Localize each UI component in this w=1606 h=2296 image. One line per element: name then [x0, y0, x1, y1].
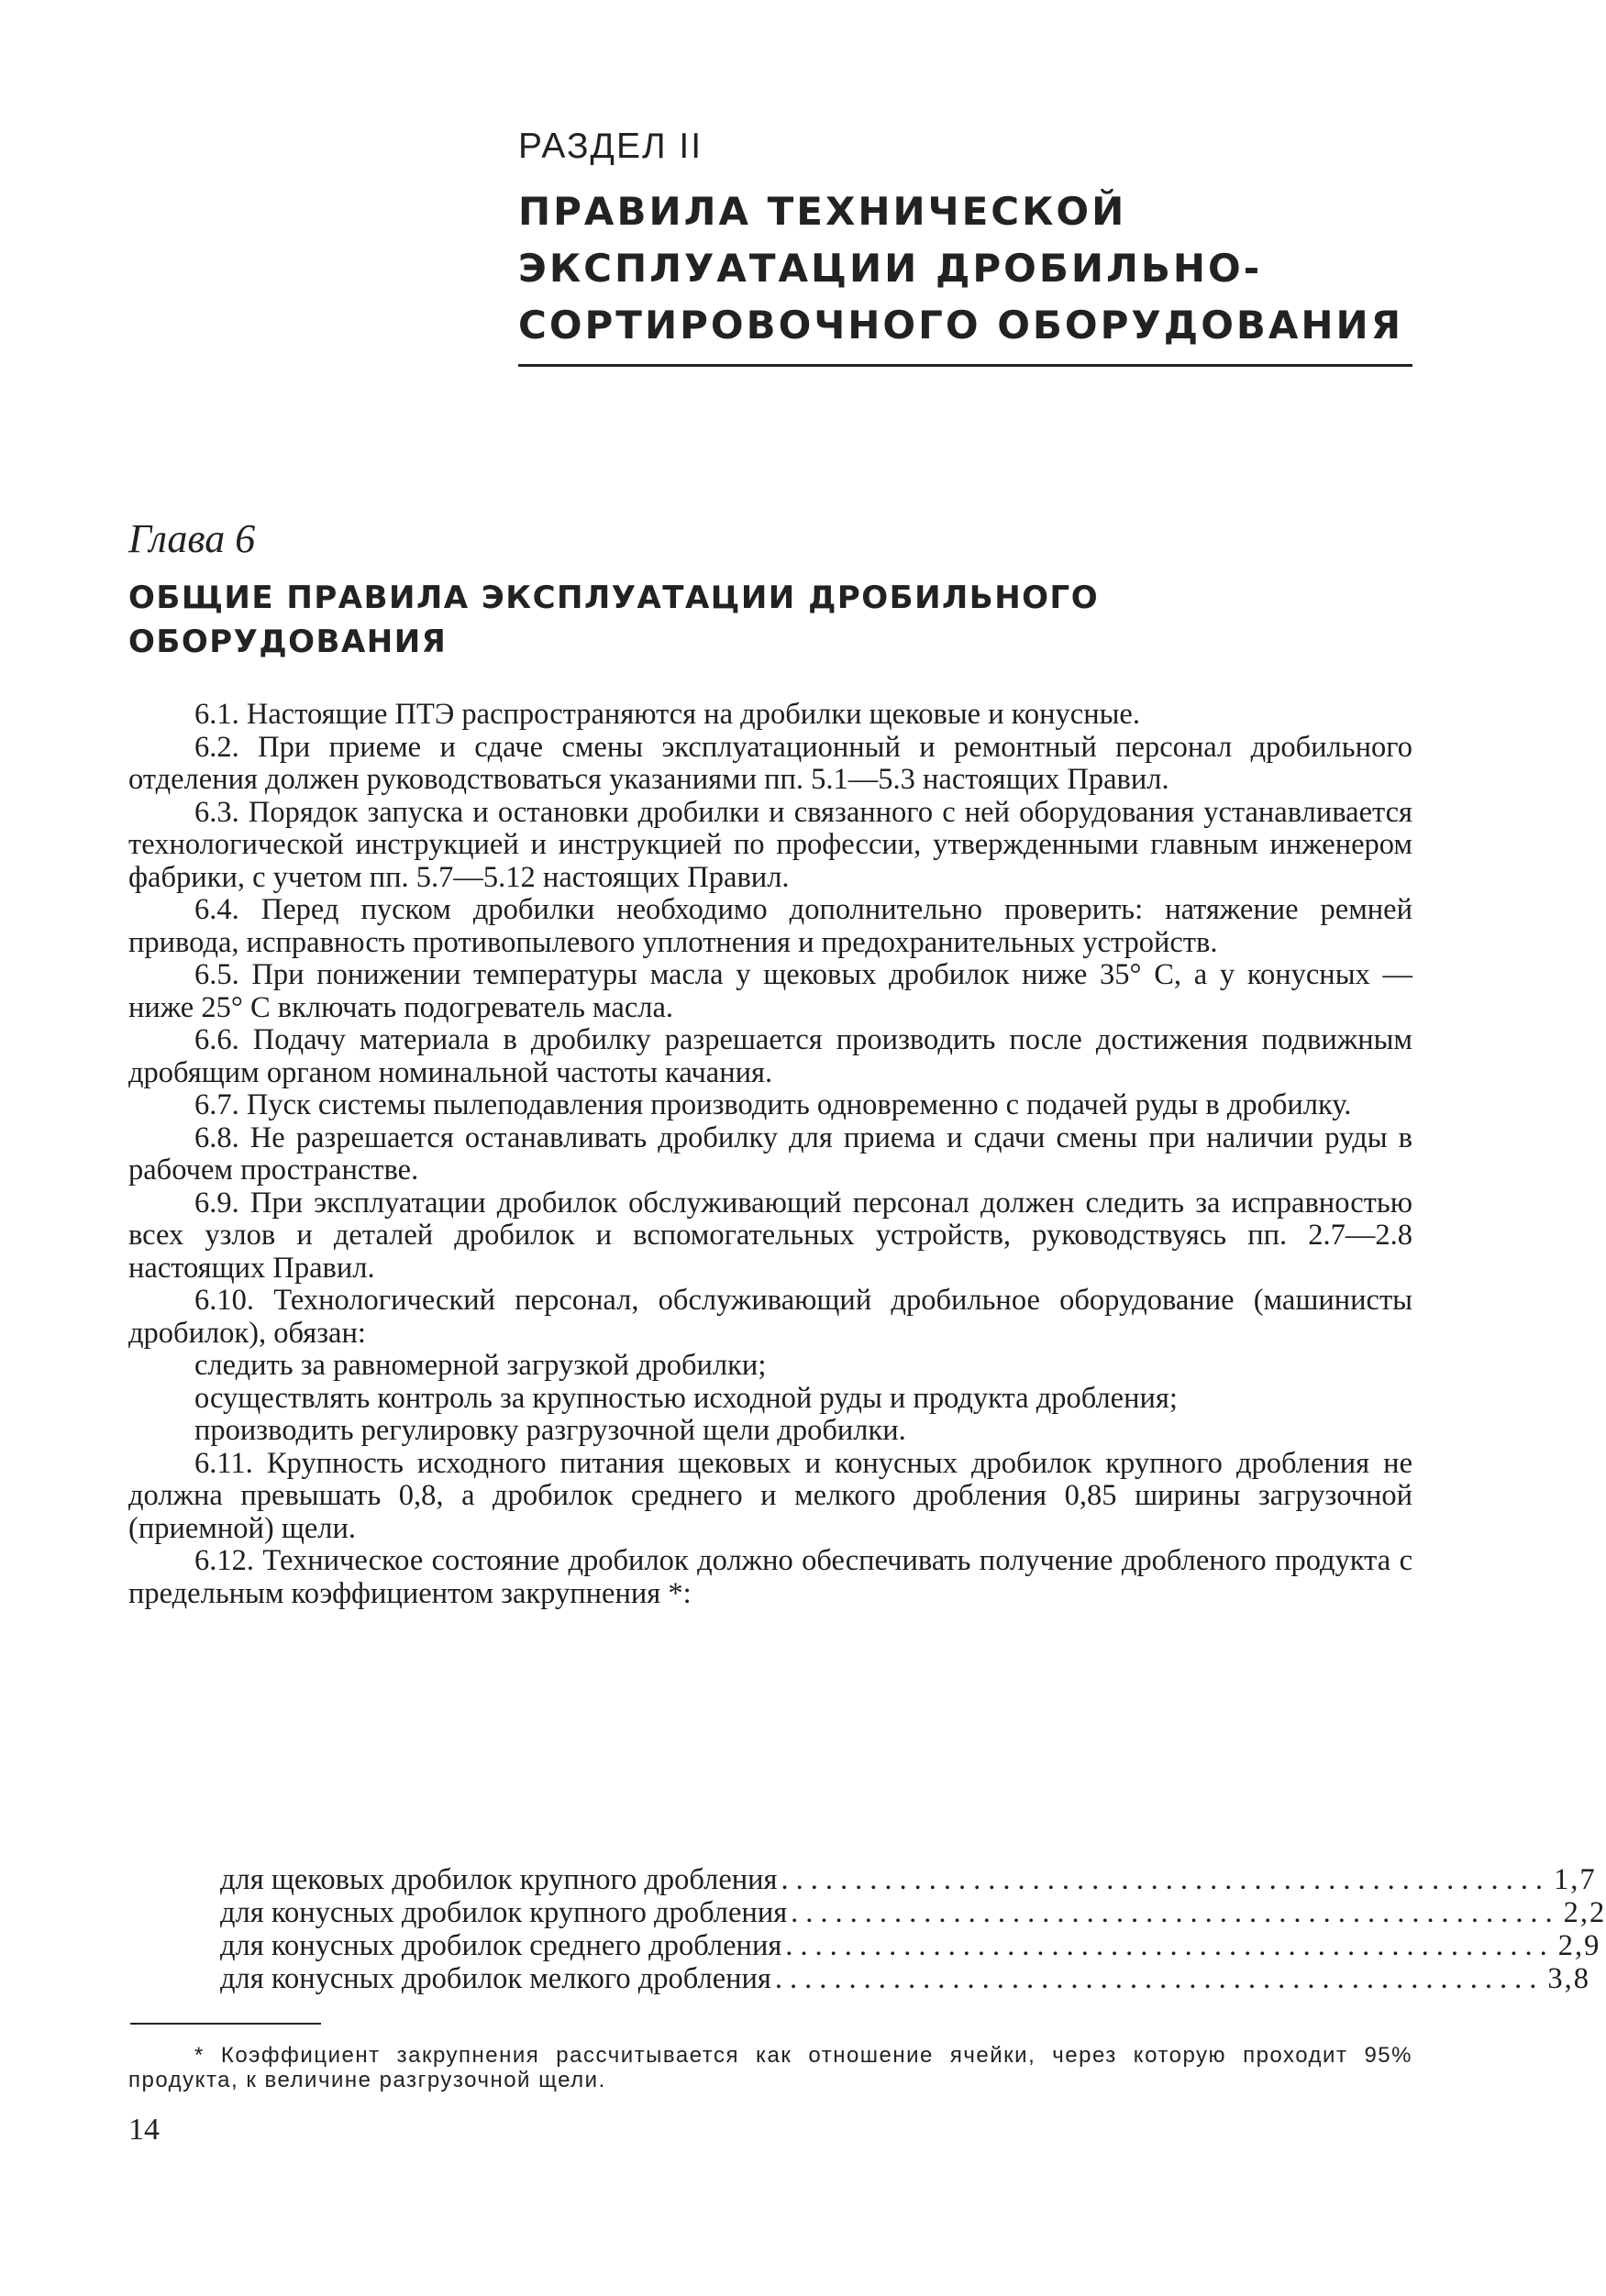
dot-leader: ....................................................	[791, 1896, 1560, 1929]
paragraph-6-5: 6.5. При понижении температуры масла у щековых дробилок ниже 35° С, а у конусных — ниже 25° С включать подогреватель масла.	[128, 958, 1412, 1024]
chapter-title	[128, 576, 1412, 664]
section-title-line: СОРТИРОВОЧНОГО ОБОРУДОВАНИЯ	[518, 303, 1404, 348]
body-text	[128, 699, 1412, 1610]
coefficient-row	[220, 1929, 1601, 1962]
paragraph-6-2: 6.2. При приеме и сдаче смены эксплуатационный и ремонтный персонал дробильного отделения должен руководствоваться указаниями пп. 5.1—5.3 настоящих Правил.	[128, 730, 1412, 796]
coefficient-value: 2,2	[1563, 1896, 1606, 1929]
section-title-divider	[518, 364, 1412, 367]
coefficient-value: 1,7	[1554, 1863, 1597, 1896]
paragraph-6-8: 6.8. Не разрешается останавливать дробилку для приема и сдачи смены при наличии руды в рабочем пространстве.	[128, 1120, 1412, 1187]
paragraph-6-7: 6.7. Пуск системы пылеподавления производить одновременно с подачей руды в дробилку.	[194, 1088, 1352, 1121]
paragraph-6-10: 6.10. Технологический персонал, обслуживающий дробильное оборудование (машинисты дробилок), обязан:	[128, 1284, 1412, 1350]
section-title-line: ЭКСПЛУАТАЦИИ ДРОБИЛЬНО-	[518, 246, 1263, 291]
coefficient-value: 2,9	[1557, 1929, 1601, 1962]
duty-item: осуществлять контроль за крупностью исходной руды и продукта дробления;	[194, 1381, 1178, 1415]
coefficient-row	[220, 1896, 1606, 1929]
footnote-divider	[130, 2023, 321, 2025]
section-title	[518, 183, 1435, 354]
coefficient-label: для конусных дробилок мелкого дробления	[220, 1962, 771, 1995]
coefficient-label: для конусных дробилок крупного дробления	[220, 1896, 788, 1929]
paragraph-6-4: 6.4. Перед пуском дробилки необходимо дополнительно проверить: натяжение ремней привода, исправность противопылевого уплотнения и предохранительных устройств.	[128, 893, 1412, 959]
coefficient-label: для щековых дробилок крупного дробления	[220, 1863, 778, 1896]
coefficient-row	[220, 1863, 1597, 1896]
page-number: 14	[128, 2113, 160, 2147]
footnote: * Коэффициент закрупнения рассчитывается как отношение ячейки, через которую проходит 95% продукта, к величине разгрузочной щели.	[128, 2043, 1412, 2092]
chapter-title-line: ОБОРУДОВАНИЯ	[128, 624, 448, 660]
paragraph-6-9: 6.9. При эксплуатации дробилок обслуживающий персонал должен следить за исправностью всех узлов и деталей дробилок и вспомогательных устройств, руководствуясь пп. 2.7—2.8 настоящих Правил.	[128, 1186, 1412, 1285]
section-title-line: ПРАВИЛА ТЕХНИЧЕСКОЙ	[518, 189, 1127, 234]
coefficient-row	[220, 1962, 1590, 1995]
coefficient-label: для конусных дробилок среднего дробления	[220, 1929, 782, 1962]
paragraph-6-12: 6.12. Техническое состояние дробилок должно обеспечивать получение дробленого продукта с предельным коэффициентом закрупнения *:	[128, 1544, 1412, 1610]
paragraph-6-3: 6.3. Порядок запуска и остановки дробилки и связанного с ней оборудования устанавливается технологической инструкцией и инструкцией по профессии, утвержденными главным инженером фабрики, с учетом пп. 5.7—5.12 настоящих Правил.	[128, 795, 1412, 894]
coefficient-table	[220, 1863, 1606, 1995]
section-label: РАЗДЕЛ II	[518, 127, 703, 166]
dot-leader: ....................................................	[774, 1962, 1545, 1995]
chapter-label: Глава 6	[128, 516, 256, 561]
duty-item: следить за равномерной загрузкой дробилки;	[194, 1349, 767, 1382]
chapter-title-line: ОБЩИЕ ПРАВИЛА ЭКСПЛУАТАЦИИ ДРОБИЛЬНОГО	[128, 580, 1100, 616]
dot-leader: ....................................................	[781, 1863, 1551, 1896]
coefficient-value: 3,8	[1547, 1962, 1590, 1995]
paragraph-6-6: 6.6. Подачу материала в дробилку разрешается производить после достижения подвижным дробящим органом номинальной частоты качания.	[128, 1023, 1412, 1089]
duty-item: производить регулировку разгрузочной щели дробилки.	[194, 1414, 906, 1447]
paragraph-6-11: 6.11. Крупность исходного питания щековых и конусных дробилок крупного дробления не должна превышать 0,8, а дробилок среднего и мелкого дробления 0,85 ширины загрузочной (приемной) щели.	[128, 1446, 1412, 1545]
paragraph-6-1: 6.1. Настоящие ПТЭ распространяются на дробилки щековые и конусные.	[194, 698, 1140, 731]
dot-leader: ....................................................	[785, 1929, 1555, 1962]
